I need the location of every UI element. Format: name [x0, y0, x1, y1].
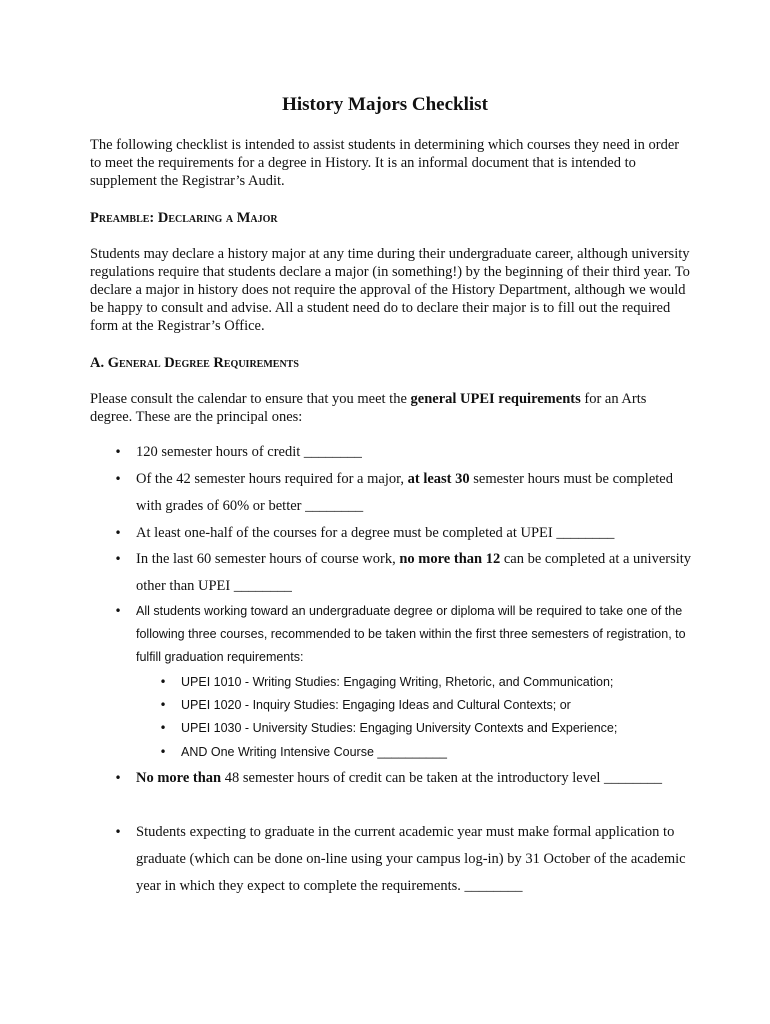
section-a-intro-bold: general UPEI requirements [410, 391, 581, 407]
bullet-icon: • [159, 698, 167, 712]
preamble-heading-text: Preamble: Declaring a Major [90, 210, 278, 226]
bullet-icon: • [114, 604, 122, 618]
list-item-text-end: can be completed at a university other than UPEI ________ [136, 551, 692, 594]
list-item [114, 466, 696, 520]
list-item-bold: at least 30 [407, 471, 470, 487]
list-item-text-end: semester hours must be completed with grades of 60% or better ________ [136, 471, 673, 514]
bullet-icon: • [159, 745, 167, 759]
sub-list-item [159, 694, 701, 717]
page-title: History Majors Checklist [282, 94, 488, 115]
list-item [114, 600, 696, 669]
bullet-icon: • [114, 771, 122, 785]
sub-list-item-text: UPEI 1010 - Writing Studies: Engaging Writing, Rhetoric, and Communication; [181, 675, 614, 689]
preamble-heading [90, 209, 690, 227]
list-item [114, 819, 696, 900]
sub-list-item [159, 741, 701, 764]
list-item [114, 546, 696, 600]
sub-list-item-text: UPEI 1020 - Inquiry Studies: Engaging Ideas and Cultural Contexts; or [181, 698, 571, 712]
bullet-icon: • [114, 472, 122, 486]
list-item-text: In the last 60 semester hours of course work, [136, 551, 400, 567]
sub-list-item [159, 671, 701, 694]
list-item-bold: No more than [136, 770, 222, 786]
list-item-text: At least one-half of the courses for a degree must be completed at UPEI ________ [136, 525, 615, 541]
bullet-icon: • [159, 721, 167, 735]
bullet-icon: • [114, 552, 122, 566]
list-item-bold: no more than 12 [399, 551, 501, 567]
section-a-intro-text-end: for an Arts degree. These are the principal ones: [90, 391, 647, 425]
section-a-heading-text: A. General Degree Requirements [90, 355, 299, 371]
intro-paragraph: The following checklist is intended to assist students in determining which courses they need in order to meet the requirements for a degree in History. It is an informal document that is intended to supplement the Registrar’s Audit. [90, 137, 680, 189]
section-a-heading [90, 354, 690, 372]
bullet-icon: • [114, 526, 122, 540]
list-item [114, 520, 696, 547]
bullet-icon: • [114, 825, 122, 839]
list-item-text: 120 semester hours of credit ________ [136, 444, 362, 460]
section-a-intro [90, 390, 690, 426]
bullet-icon: • [114, 445, 122, 459]
list-item [114, 765, 696, 792]
bullet-icon: • [159, 675, 167, 689]
sub-list-item-text: UPEI 1030 - University Studies: Engaging University Contexts and Experience; [181, 721, 618, 735]
preamble-paragraph: Students may declare a history major at any time during their undergraduate career, although university regulations require that students declare a major (in something!) by the beginning of their third year. To declare a major in history does not require the approval of the History Department, although we would be happy to consult and advise. All a student need do to declare their major is to fill out the required form at the Registrar’s Office. [90, 246, 690, 334]
list-item-text: Students expecting to graduate in the current academic year must make formal application to graduate (which can be done on-line using your campus log-in) by 31 October of the academic year in which they expect to complete the requirements. ________ [136, 824, 686, 894]
list-item-text-end: 48 semester hours of credit can be taken at the introductory level ________ [221, 770, 663, 786]
list-item-text: Of the 42 semester hours required for a major, [136, 471, 408, 487]
list-item [114, 439, 696, 466]
sub-list-item-text: AND One Writing Intensive Course __________ [181, 745, 447, 759]
list-item-text: All students working toward an undergraduate degree or diploma will be required to take one of the following three courses, recommended to be taken within the first three semesters of registration, to fulfill graduation requirements: [136, 604, 686, 664]
sub-list-item [159, 717, 701, 740]
section-a-intro-text: Please consult the calendar to ensure that you meet the [90, 391, 411, 407]
